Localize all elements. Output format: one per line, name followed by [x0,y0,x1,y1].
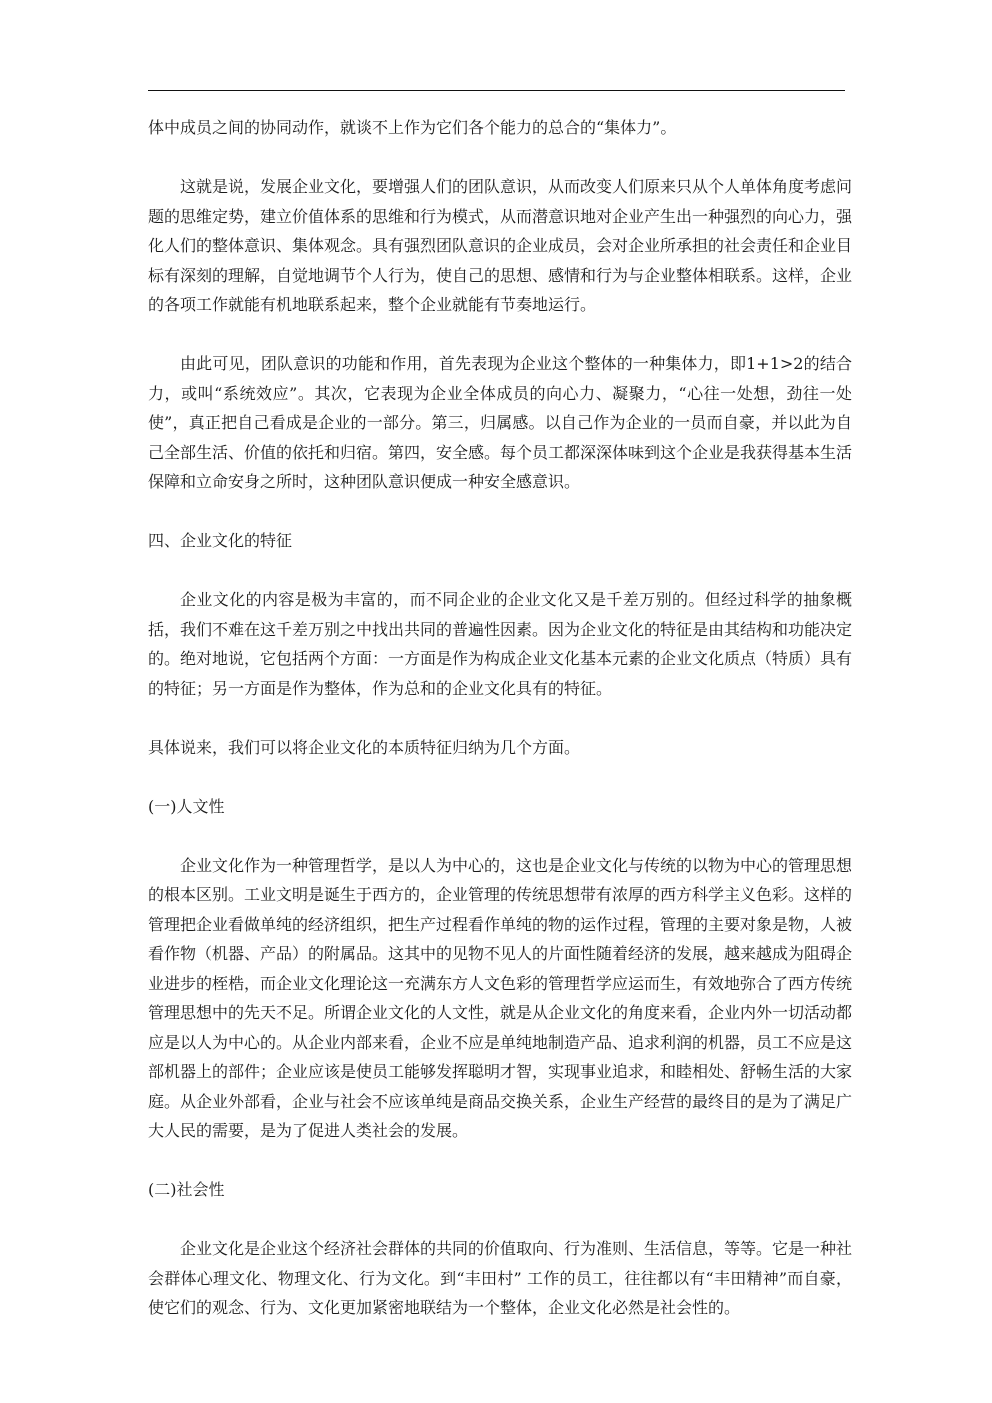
paragraph-3: 由此可见，团队意识的功能和作用，首先表现为企业这个整体的一种集体力，即1+1>2的结合力，或叫“系统效应”。其次，它表现为企业全体成员的向心力、凝聚力，“心往一处想，劲往一处使”，真正把自己看成是企业的一部分。第三，归属感。以自己作为企业的一员而自豪，并以此为自己全部生活、价值的依托和归宿。第四，安全感。每个员工都深深体味到这个企业是我获得基本生活保障和立命安身之所时，这种团队意识便成一种安全感意识。 [148,354,853,491]
paragraph-10: 企业文化是企业这个经济社会群体的共同的价值取向、行为准则、生活信息，等等。它是一种社会群体心理文化、物理文化、行为文化。到“丰田村” 工作的员工，往往都以有“丰田精神”而自豪，使它们的观念、行为、文化更加紧密地联结为一个整体，企业文化必然是社会性的。 [148,1239,853,1317]
header-rule [148,90,845,91]
subheading-humanistic: (一)人文性 [148,796,225,816]
paragraph-6: 具体说来，我们可以将企业文化的本质特征归纳为几个方面。 [148,737,581,757]
document-body [148,113,852,1352]
paragraph-8: 企业文化作为一种管理哲学，是以人为中心的，这也是企业文化与传统的以物为中心的管理思想的根本区别。工业文明是诞生于西方的，企业管理的传统思想带有浓厚的西方科学主义色彩。这样的管理把企业看做单纯的经济组织，把生产过程看作单纯的物的运作过程，管理的主要对象是物，人被看作物（机器、产品）的附属品。这其中的见物不见人的片面性随着经济的发展，越来越成为阻碍企业进步的桎梏，而企业文化理论这一充满东方人文色彩的管理哲学应运而生，有效地弥合了西方传统管理思想中的先天不足。所谓企业文化的人文性，就是从企业文化的角度来看，企业内外一切活动都应是以人为中心的。从企业内部来看，企业不应是单纯地制造产品、追求利润的机器，员工不应是这部机器上的部件；企业应该是使员工能够发挥聪明才智，实现事业追求，和睦相处、舒畅生活的大家庭。从企业外部看，企业与社会不应该单纯是商品交换关系，企业生产经营的最终目的是为了满足广大人民的需要，是为了促进人类社会的发展。 [148,855,853,1140]
subheading-social: (二)社会性 [148,1180,225,1199]
paragraph-1: 体中成员之间的协同动作，就谈不上作为它们各个能力的总合的“集体力”。 [148,118,677,137]
paragraph-5: 企业文化的内容是极为丰富的，而不同企业的企业文化又是千差万别的。但经过科学的抽象概括，我们不难在这千差万别之中找出共同的普遍性因素。因为企业文化的特征是由其结构和功能决定的。绝对地说，它包括两个方面：一方面是作为构成企业文化基本元素的企业文化质点（特质）具有的特征；另一方面是作为整体，作为总和的企业文化具有的特征。 [148,590,853,698]
paragraph-2: 这就是说，发展企业文化，要增强人们的团队意识，从而改变人们原来只从个人单体角度考虑问题的思维定势，建立价值体系的思维和行为模式，从而潜意识地对企业产生出一种强烈的向心力，强化人们的整体意识、集体观念。具有强烈团队意识的企业成员，会对企业所承担的社会责任和企业目标有深刻的理解，自觉地调节个人行为，使自己的思想、感情和行为与企业整体相联系。这样，企业的各项工作就能有机地联系起来，整个企业就能有节奏地运行。 [148,177,853,314]
section-heading-4: 四、企业文化的特征 [148,531,293,550]
